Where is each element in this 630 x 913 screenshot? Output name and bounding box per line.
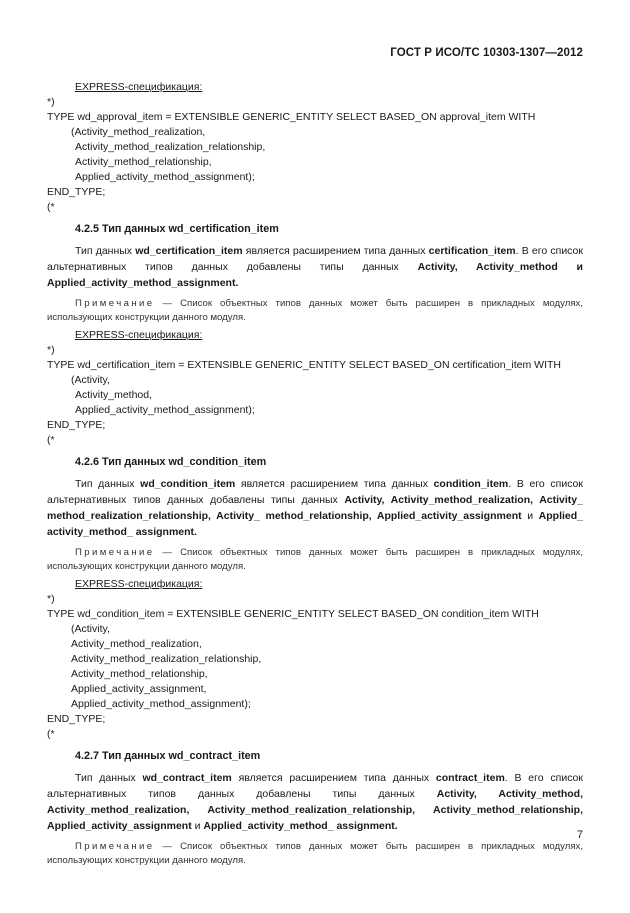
type-item: Applied_activity_method_assignment); [75, 404, 255, 416]
type-item: Applied_activity_assignment, [71, 683, 207, 695]
type-item: Activity_method_relationship, [75, 156, 212, 168]
note-paragraph: Примечание — Список объектных типов данных может быть расширен в прикладных модулях, использующих конструкции данного модуля. [47, 547, 583, 572]
express-label: EXPRESS-спецификация: [75, 578, 203, 590]
type-item: Activity_method_realization_relationship, [75, 141, 266, 153]
type-item: Activity_method, [75, 389, 153, 401]
type-declaration: TYPE wd_condition_item = EXTENSIBLE GENERIC_ENTITY SELECT BASED_ON condition_item WITH [47, 608, 539, 620]
type-item: (Activity, [71, 374, 110, 386]
type-item: (Activity, [71, 623, 110, 635]
type-declaration: TYPE wd_approval_item = EXTENSIBLE GENERIC_ENTITY SELECT BASED_ON approval_item WITH [47, 111, 536, 123]
comment-open: *) [47, 96, 55, 108]
section-paragraph: Тип данных wd_certification_item является расширением типа данных certification_item. В его список альтернативных типов данных добавлены типы данных Activity, Activity_method и Applied_activity_method_assignment. [47, 245, 583, 289]
type-item: Applied_activity_method_assignment); [71, 698, 251, 710]
express-label: EXPRESS-спецификация: [75, 81, 203, 93]
section-heading: 4.2.6 Тип данных wd_condition_item [75, 456, 267, 468]
type-item: Activity_method_relationship, [71, 668, 208, 680]
document-header: ГОСТ Р ИСО/ТС 10303-1307—2012 [390, 47, 583, 59]
comment-open: *) [47, 593, 55, 605]
section-paragraph: Тип данных wd_contract_item является расширением типа данных contract_item. В его список альтернативных типов данных добавлены типы данных Activity, Activity_method, Activity_method_realization, Activity_method_realization_relationship, Activity_method_relationship, Applied_activity_assignment и Applied_activity_method_ assignment. [47, 772, 583, 832]
type-item: Activity_method_realization_relationship, [71, 653, 262, 665]
end-type: END_TYPE; [47, 419, 106, 431]
page-number: 7 [576, 829, 583, 841]
note-paragraph: Примечание — Список объектных типов данных может быть расширен в прикладных модулях, использующих конструкции данного модуля. [47, 298, 583, 323]
section-heading: 4.2.7 Тип данных wd_contract_item [75, 750, 261, 762]
end-type: END_TYPE; [47, 186, 106, 198]
note-paragraph: Примечание — Список объектных типов данных может быть расширен в прикладных модулях, использующих конструкции данного модуля. [47, 841, 583, 866]
express-label: EXPRESS-спецификация: [75, 329, 203, 341]
end-type: END_TYPE; [47, 713, 106, 725]
type-declaration: TYPE wd_certification_item = EXTENSIBLE GENERIC_ENTITY SELECT BASED_ON certification_item WITH [47, 359, 561, 371]
page-content [47, 80, 583, 868]
type-item: Applied_activity_method_assignment); [75, 171, 255, 183]
comment-close: (* [47, 434, 55, 446]
comment-close: (* [47, 201, 55, 213]
comment-close: (* [47, 728, 55, 740]
type-item: Activity_method_realization, [71, 638, 202, 650]
comment-open: *) [47, 344, 55, 356]
section-paragraph: Тип данных wd_condition_item является расширением типа данных condition_item. В его список альтернативных типов данных добавлены типы данных Activity, Activity_method_realization, Activity_ method_realization_relationship, Activity_ method_relationship, Applied_activity_assignment и Applied_ activity_method_ assignment. [47, 478, 583, 538]
section-heading: 4.2.5 Тип данных wd_certification_item [75, 223, 279, 235]
type-item: (Activity_method_realization, [71, 126, 206, 138]
